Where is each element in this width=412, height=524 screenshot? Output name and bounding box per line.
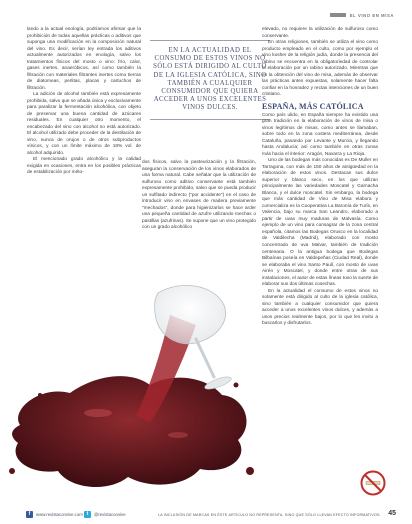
paragraph: La adición de alcohol también está expresamente prohibida, salvo que se añada única y exclusivamente para paralizar la fermentación alcohólica, con objeto de preservar una buena cantidad de azúcares residuales. En cualquier otro momento, el encabezado del vino con alcohol no está autorizado. El alcohol utilizado debe proceder de la destilación de vino, nunca de orujos o de otros subproductos vínicos, y con un límite máximo de 18% vol. de alcohol adquirido.	[27, 92, 141, 156]
pull-quote-top-rule	[150, 40, 270, 41]
header-bar-decoration	[330, 13, 346, 17]
footer-twitter[interactable]	[84, 511, 126, 518]
paragraph: El mencionado grado alcohólico y la calidad exigida en ocasiones, entra en los posibles prácticas de estabilización por méto-	[27, 157, 141, 176]
wine-glass-stem	[196, 339, 214, 377]
pull-quote-text: EN LA ACTUALIDAD EL CONSUMO DE ESTOS VINOS NO SÓLO ESTÁ DIRIGIDO AL CULTO DE LA IGLESIA CATÓLICA, SINO TAMBIÉN A CUALQUIER CONSUMIDOR QUE QUIERA ACCEDER A UNOS EXCELENTES VINOS DULCES.	[153, 47, 267, 112]
pull-quote-bottom-rule	[150, 119, 270, 120]
paragraph: Uno de las bodegas más conocidas es De Muller en Tarragona, con más de 150 años de antigüedad en la elaboración de estos vinos. Destacan sus dulce superior y blanco seco, en los que utilizan principalmente las variedades Moscatel y Garnacha Blanca, y el dulce moscatel. Sin embargo, la bodega que más cantidad de Vino de Misa elabora y comercializa es la Cooperativa La Baronía de Turís, en Valencia, bajo su marca San Leandro, elaborado a partir de uvas muy maduras de Malvasía. Como ejemplo de un vino para consagrar de la zona central española, citamos las Bodegas Orusco en la localidad de Valdilecha (Madrid), elaborado con mosto concentrado de uva Malvar, también de tradición centenaria. O la antigua bodega que Bodegas Bilbaínas poseía en Valdepeñas (Ciudad Real), donde se elaboraba el vino Santo Paulí, con mosto de uvas Airén y Moscatel, y donde entre otras de sus instalaciones, el autor de estas líneas tuvo la suerte de elaborar sus dos últimas cosechas.	[262, 158, 378, 288]
section-title: EL VINO EN MISA	[349, 12, 394, 18]
wine-droplet	[38, 393, 42, 397]
footer-disclaimer: LA INCLUSIÓN DE MARCAS EN ÉSTE ARTÍCULO NO REPRESENTA, SINO QUE SÓLO LLEVAN EFECTO INFORMATIVOS.	[158, 513, 381, 517]
paragraph: En la actualidad el consumo de estos vinos no solamente está dirigido al culto de la iglesia católica, sino también a cualquier consumidor que quiera acceder a unos excelentes vinos dulces, y además a unos precios realmente bajos, por lo que les invito a buscarlos y disfrutarlos.	[262, 288, 378, 327]
wine-droplet	[9, 468, 15, 474]
page-footer	[0, 506, 412, 524]
article-column-1	[27, 27, 141, 177]
wine-highlight	[168, 432, 188, 438]
section-header	[330, 11, 394, 19]
paragraph: elevado, no requiere la utilización de sulfuroso como conservante.	[262, 27, 378, 39]
section-heading: ESPAÑA, MÁS CATÓLICA	[262, 101, 364, 111]
page-number: 45	[388, 510, 396, 517]
wine-droplet	[234, 383, 239, 388]
paragraph: Como país ulido, en España siempre ha existido una gran tradición en la elaboración de vinos de misa o vinos legítimos de misas, como antes se llamaban, sobre todo en la zona costera mediterránea, desde Cataluña, pasando por Levante y Murcia, y llegando hasta Andalucía; así como también en otras zonas más hacia el interior: Aragón, Navarra y La Rioja.	[262, 112, 378, 157]
paragraph: lando a la actual enología, podríamos afirmar que la prohibición de todas aquellas prácticas o aditivos que suponga una modificación en la composición natural del vino. Es decir, serían ley entrada los aditivos actualmente autorizados en enología, salvo los tratamientos físicos del mosto o vino: frío, calor, gases inertes, anaeróbicos, así como también la filtración con materiales filtrantes inertes como tierras de diatomeas, perlitas, placas y cartuchos de filtración.	[27, 27, 141, 91]
facebook-url: www.revistaconvive.com	[36, 512, 83, 517]
wine-highlight	[84, 409, 112, 417]
twitter-handle: @revistaconvive	[94, 512, 126, 517]
footer-facebook[interactable]	[26, 511, 83, 518]
spilled-wine-photo	[0, 275, 262, 503]
article-column-2	[142, 160, 256, 232]
no-smoking-seal-icon	[360, 470, 386, 496]
facebook-icon: f	[26, 511, 33, 518]
wine-droplet	[246, 467, 254, 475]
paragraph: En otras religiones, también se utiliza el vino como producto empleado en el culto, como por ejemplo el vino kosher de la religión judía, donde la presencia del rabino se encuentra en la obligatoriedad de controlar la elaboración por un rabino autorizado. Mientras que en la obtención del vino de misa, además de observar las prácticas antes expuestas, solamente hacer falta confiar en la honradez y rectas intenciones de un buen cristiano.	[262, 40, 378, 98]
wine-puddle	[12, 376, 246, 487]
twitter-icon: t	[84, 511, 91, 518]
paragraph: dos físicos, salvo la pasteurización y la filtración, aseguran la conservación de los vinos elaborados de una forma natural. Cabe señalar que la utilización de sulfuroso como aditivo conservante está también expresamente prohibido, salvo que se pueda producir un sulfitado indirecto ("por accidente") en el caso de introducir vino en envases de madera previamente "mechados", donde para higienizarlos se hace arder una pequeña cantidad de azufre utilizando mechas o pastillas (azufrinas). Se supone que un vino protegido con un grado alcohólico	[142, 160, 256, 231]
wine-glass-bowl	[155, 285, 226, 343]
wine-glass-base	[203, 374, 232, 391]
article-column-3	[262, 27, 378, 328]
pull-quote	[150, 40, 270, 126]
